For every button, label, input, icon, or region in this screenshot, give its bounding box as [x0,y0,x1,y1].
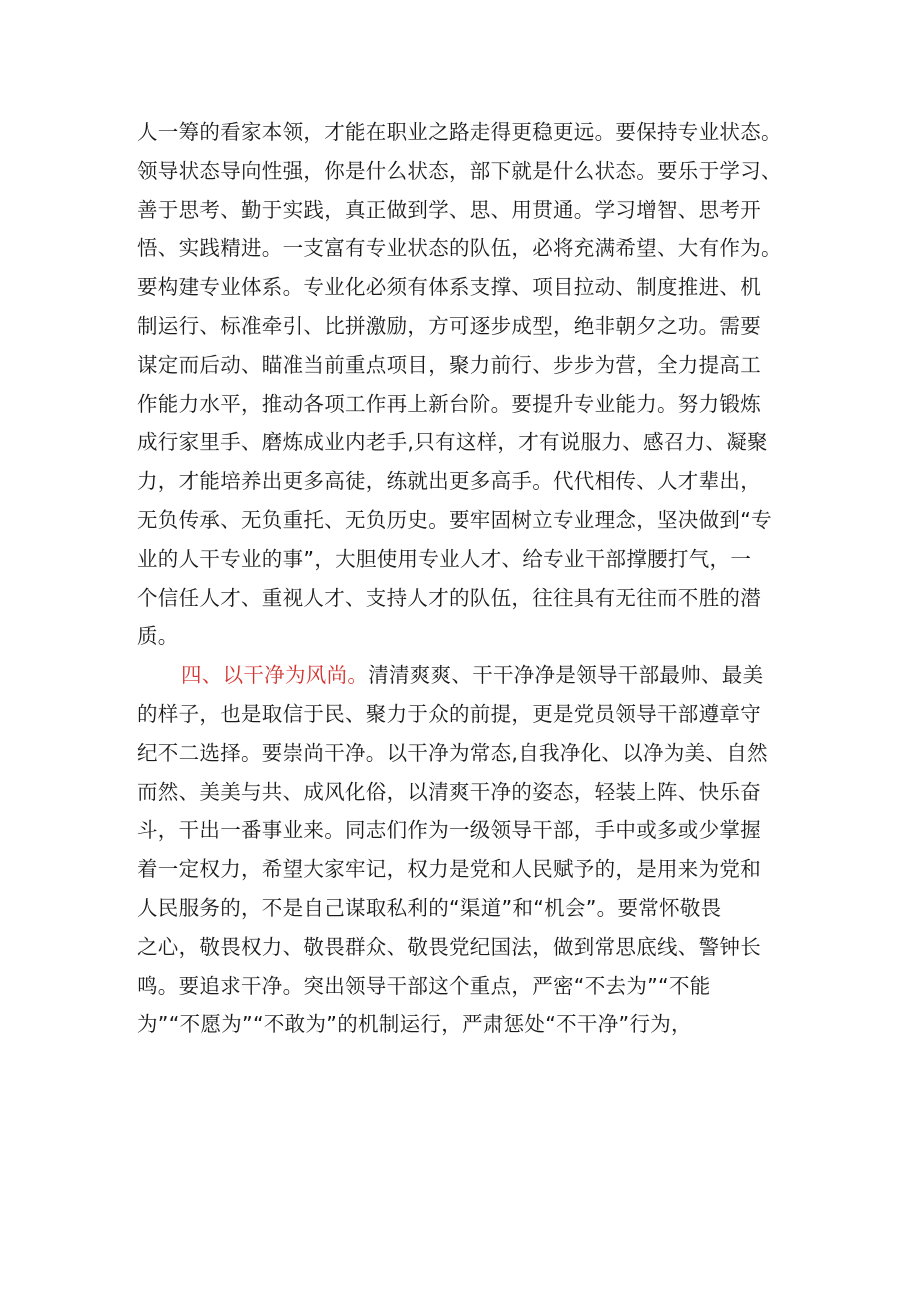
paragraph-line: 人一筹的看家本领，才能在职业之路走得更稳更远。要保持专业状态。 [137,120,782,144]
section-heading: 四、以干净为风尚。 [181,663,369,688]
paragraph-line: 领导状态导向性强，你是什么状态，部下就是什么状态。要乐于学习、 [137,158,782,183]
paragraph-line: 善于思考、勤于实践，真正做到学、思、用贯通。学习增智、思考开 [137,197,761,222]
paragraph-line: 制运行、标准牵引、比拼激励，方可逐步成型，绝非朝夕之功。需要 [137,313,761,338]
paragraph-line: 成行家里手、磨炼成业内老手,只有这样，才有说服力、感召力、凝聚 [137,430,768,455]
section-first-line-text: 清清爽爽、干干净净是领导干部最帅、最美 [368,663,764,688]
paragraph-line: 力，才能培养出更多高徒，练就出更多高手。代代相传、人才辈出， [137,469,761,494]
paragraph-line: 无负传承、无负重托、无负历史。要牢固树立专业理念，坚决做到“专 [137,507,772,532]
paragraph-line: 之心，敬畏权力、敬畏群众、敬畏党纪国法，做到常思底线、警钟长 [137,934,761,959]
paragraph-line: 着一定权力，希望大家牢记，权力是党和人民赋予的，是用来为党和 [137,857,761,882]
paragraph-line: 作能力水平，推动各项工作再上新台阶。要提升专业能力。努力锻炼 [137,391,761,416]
section-cleanliness [137,656,797,1044]
paragraph-line: 谋定而后动、瞄准当前重点项目，聚力前行、步步为营，全力提高工 [137,352,761,377]
paragraph-line: 个信任人才、重视人才、支持人才的队伍，往往具有无往而不胜的潜 [137,585,761,610]
paragraph-line: 斗，干出一番事业来。同志们作为一级领导干部，手中或多或少掌握 [137,818,761,843]
document-body [137,113,797,1044]
paragraph-line: 悟、实践精进。一支富有专业状态的队伍，必将充满希望、大有作为。 [137,236,782,261]
paragraph-professional [137,113,797,656]
paragraph-line: 人民服务的，不是自己谋取私利的“渠道”和“机会”。要常怀敬畏 [137,895,722,920]
paragraph-line: 鸣。要追求干净。突出领导干部这个重点，严密“不去为”“不能 [137,973,711,998]
paragraph-line: 而然、美美与共、成风化俗，以清爽干净的姿态，轻装上阵、快乐奋 [137,779,761,804]
paragraph-line: 要构建专业体系。专业化必须有体系支撑、项目拉动、制度推进、机 [137,275,761,300]
paragraph-line: 纪不二选择。要崇尚干净。以干净为常态,自我净化、以净为美、自然 [137,740,768,765]
paragraph-line: 质。 [137,624,179,649]
paragraph-line: 的样子，也是取信于民、聚力于众的前提，更是党员领导干部遵章守 [137,701,761,726]
paragraph-line: 业的人干专业的事”，大胆使用专业人才、给专业干部撑腰打气，一 [137,546,752,571]
section-first-line [137,656,797,695]
paragraph-line: 为”“不愿为”“不敢为”的机制运行，严肃惩处“不干净”行为， [137,1012,692,1037]
